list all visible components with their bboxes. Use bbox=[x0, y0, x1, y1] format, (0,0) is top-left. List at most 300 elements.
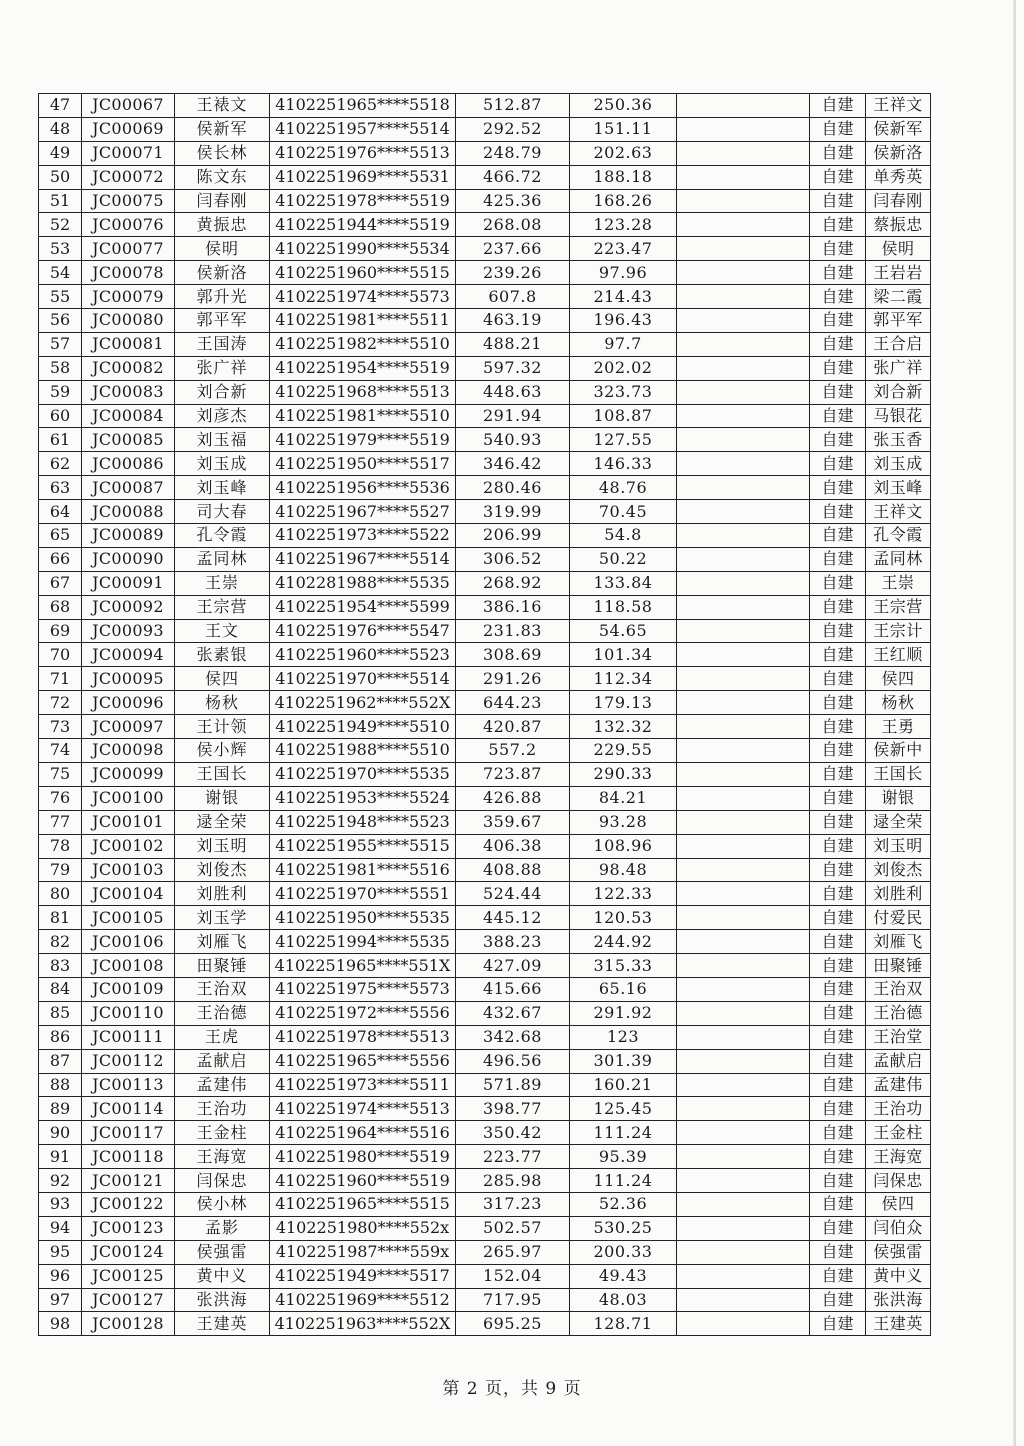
holder-name: 王祥文 bbox=[866, 500, 931, 524]
type-cell: 自建 bbox=[810, 1049, 866, 1073]
value-a: 717.95 bbox=[456, 1288, 570, 1312]
holder-name: 谢银 bbox=[866, 786, 931, 810]
value-b: 49.43 bbox=[570, 1264, 677, 1288]
holder-name: 孟建伟 bbox=[866, 1073, 931, 1097]
row-number: 47 bbox=[39, 94, 82, 118]
value-a: 285.98 bbox=[456, 1169, 570, 1193]
value-b: 84.21 bbox=[570, 786, 677, 810]
table-row bbox=[39, 94, 931, 118]
type-cell: 自建 bbox=[810, 261, 866, 285]
record-code: JC00075 bbox=[82, 189, 175, 213]
value-b: 108.96 bbox=[570, 834, 677, 858]
row-number: 70 bbox=[39, 643, 82, 667]
value-b: 50.22 bbox=[570, 547, 677, 571]
table-row bbox=[39, 1121, 931, 1145]
type-cell: 自建 bbox=[810, 213, 866, 237]
value-a: 425.36 bbox=[456, 189, 570, 213]
table-row bbox=[39, 500, 931, 524]
record-code: JC00093 bbox=[82, 619, 175, 643]
value-b: 48.76 bbox=[570, 476, 677, 500]
row-number: 75 bbox=[39, 762, 82, 786]
table-row bbox=[39, 1264, 931, 1288]
holder-name: 孔令霞 bbox=[866, 524, 931, 548]
row-number: 98 bbox=[39, 1312, 82, 1336]
person-name: 王文 bbox=[175, 619, 270, 643]
row-number: 97 bbox=[39, 1288, 82, 1312]
value-a: 557.2 bbox=[456, 739, 570, 763]
table-row bbox=[39, 285, 931, 309]
page-number: 第 2 页，共 9 页 bbox=[442, 1379, 582, 1399]
blank-cell bbox=[677, 356, 810, 380]
person-name: 王崇 bbox=[175, 571, 270, 595]
blank-cell bbox=[677, 1073, 810, 1097]
holder-name: 刘胜利 bbox=[866, 882, 931, 906]
value-a: 540.93 bbox=[456, 428, 570, 452]
table-row bbox=[39, 547, 931, 571]
id-number: 4102251990****5534 bbox=[270, 237, 456, 261]
value-a: 248.79 bbox=[456, 141, 570, 165]
value-b: 179.13 bbox=[570, 691, 677, 715]
id-number: 4102251953****5524 bbox=[270, 786, 456, 810]
value-b: 160.21 bbox=[570, 1073, 677, 1097]
row-number: 96 bbox=[39, 1264, 82, 1288]
holder-name: 刘合新 bbox=[866, 380, 931, 404]
blank-cell bbox=[677, 1001, 810, 1025]
person-name: 侯小林 bbox=[175, 1192, 270, 1216]
value-a: 512.87 bbox=[456, 94, 570, 118]
person-name: 刘玉学 bbox=[175, 906, 270, 930]
record-code: JC00106 bbox=[82, 930, 175, 954]
person-name: 孟建伟 bbox=[175, 1073, 270, 1097]
record-code: JC00121 bbox=[82, 1169, 175, 1193]
value-b: 93.28 bbox=[570, 810, 677, 834]
value-a: 406.38 bbox=[456, 834, 570, 858]
row-number: 57 bbox=[39, 332, 82, 356]
type-cell: 自建 bbox=[810, 667, 866, 691]
id-number: 4102251944****5519 bbox=[270, 213, 456, 237]
person-name: 刘胜利 bbox=[175, 882, 270, 906]
person-name: 田聚锤 bbox=[175, 954, 270, 978]
table-row bbox=[39, 1240, 931, 1264]
holder-name: 王国长 bbox=[866, 762, 931, 786]
person-name: 逯全荣 bbox=[175, 810, 270, 834]
row-number: 63 bbox=[39, 476, 82, 500]
record-code: JC00112 bbox=[82, 1049, 175, 1073]
blank-cell bbox=[677, 189, 810, 213]
person-name: 王国涛 bbox=[175, 332, 270, 356]
value-b: 54.8 bbox=[570, 524, 677, 548]
type-cell: 自建 bbox=[810, 1288, 866, 1312]
value-a: 317.23 bbox=[456, 1192, 570, 1216]
holder-name: 王治堂 bbox=[866, 1025, 931, 1049]
id-number: 4102251960****5523 bbox=[270, 643, 456, 667]
value-a: 319.99 bbox=[456, 500, 570, 524]
type-cell: 自建 bbox=[810, 117, 866, 141]
id-number: 4102251976****5513 bbox=[270, 141, 456, 165]
record-code: JC00072 bbox=[82, 165, 175, 189]
table-row bbox=[39, 1001, 931, 1025]
id-number: 4102251970****5535 bbox=[270, 762, 456, 786]
record-code: JC00117 bbox=[82, 1121, 175, 1145]
id-number: 4102251980****552x bbox=[270, 1216, 456, 1240]
record-code: JC00113 bbox=[82, 1073, 175, 1097]
value-a: 291.26 bbox=[456, 667, 570, 691]
type-cell: 自建 bbox=[810, 189, 866, 213]
id-number: 4102251968****5513 bbox=[270, 380, 456, 404]
value-a: 607.8 bbox=[456, 285, 570, 309]
holder-name: 王建英 bbox=[866, 1312, 931, 1336]
type-cell: 自建 bbox=[810, 691, 866, 715]
person-name: 黄中义 bbox=[175, 1264, 270, 1288]
row-number: 50 bbox=[39, 165, 82, 189]
type-cell: 自建 bbox=[810, 1073, 866, 1097]
value-a: 398.77 bbox=[456, 1097, 570, 1121]
table-row bbox=[39, 261, 931, 285]
id-number: 4102251954****5599 bbox=[270, 595, 456, 619]
value-a: 644.23 bbox=[456, 691, 570, 715]
type-cell: 自建 bbox=[810, 762, 866, 786]
value-a: 350.42 bbox=[456, 1121, 570, 1145]
person-name: 刘玉峰 bbox=[175, 476, 270, 500]
person-name: 王建英 bbox=[175, 1312, 270, 1336]
row-number: 92 bbox=[39, 1169, 82, 1193]
roster-table bbox=[38, 93, 931, 1336]
type-cell: 自建 bbox=[810, 547, 866, 571]
value-b: 214.43 bbox=[570, 285, 677, 309]
table-row bbox=[39, 213, 931, 237]
type-cell: 自建 bbox=[810, 1121, 866, 1145]
blank-cell bbox=[677, 643, 810, 667]
holder-name: 刘玉峰 bbox=[866, 476, 931, 500]
value-b: 188.18 bbox=[570, 165, 677, 189]
person-name: 杨秋 bbox=[175, 691, 270, 715]
id-number: 4102251976****5547 bbox=[270, 619, 456, 643]
holder-name: 黄中义 bbox=[866, 1264, 931, 1288]
value-b: 291.92 bbox=[570, 1001, 677, 1025]
type-cell: 自建 bbox=[810, 524, 866, 548]
table-row bbox=[39, 189, 931, 213]
record-code: JC00071 bbox=[82, 141, 175, 165]
holder-name: 逯全荣 bbox=[866, 810, 931, 834]
blank-cell bbox=[677, 285, 810, 309]
value-b: 202.63 bbox=[570, 141, 677, 165]
person-name: 谢银 bbox=[175, 786, 270, 810]
table-row bbox=[39, 1145, 931, 1169]
type-cell: 自建 bbox=[810, 1145, 866, 1169]
id-number: 4102251988****5510 bbox=[270, 739, 456, 763]
table-row bbox=[39, 428, 931, 452]
person-name: 王裱文 bbox=[175, 94, 270, 118]
type-cell: 自建 bbox=[810, 739, 866, 763]
record-code: JC00080 bbox=[82, 309, 175, 333]
value-a: 265.97 bbox=[456, 1240, 570, 1264]
blank-cell bbox=[677, 691, 810, 715]
value-a: 223.77 bbox=[456, 1145, 570, 1169]
holder-name: 孟献启 bbox=[866, 1049, 931, 1073]
value-a: 206.99 bbox=[456, 524, 570, 548]
value-a: 463.19 bbox=[456, 309, 570, 333]
person-name: 闫保忠 bbox=[175, 1169, 270, 1193]
record-code: JC00086 bbox=[82, 452, 175, 476]
table-row bbox=[39, 165, 931, 189]
blank-cell bbox=[677, 930, 810, 954]
id-number: 4102251967****5514 bbox=[270, 547, 456, 571]
value-b: 323.73 bbox=[570, 380, 677, 404]
blank-cell bbox=[677, 762, 810, 786]
person-name: 刘俊杰 bbox=[175, 858, 270, 882]
person-name: 黄振忠 bbox=[175, 213, 270, 237]
table-row bbox=[39, 1025, 931, 1049]
blank-cell bbox=[677, 1240, 810, 1264]
holder-name: 张玉香 bbox=[866, 428, 931, 452]
blank-cell bbox=[677, 141, 810, 165]
value-a: 524.44 bbox=[456, 882, 570, 906]
record-code: JC00081 bbox=[82, 332, 175, 356]
blank-cell bbox=[677, 261, 810, 285]
holder-name: 闫伯众 bbox=[866, 1216, 931, 1240]
person-name: 张素银 bbox=[175, 643, 270, 667]
blank-cell bbox=[677, 524, 810, 548]
record-code: JC00079 bbox=[82, 285, 175, 309]
row-number: 48 bbox=[39, 117, 82, 141]
holder-name: 王宗营 bbox=[866, 595, 931, 619]
table-row bbox=[39, 452, 931, 476]
type-cell: 自建 bbox=[810, 810, 866, 834]
table-row bbox=[39, 715, 931, 739]
record-code: JC00076 bbox=[82, 213, 175, 237]
type-cell: 自建 bbox=[810, 380, 866, 404]
id-number: 4102251972****5556 bbox=[270, 1001, 456, 1025]
row-number: 64 bbox=[39, 500, 82, 524]
table-row bbox=[39, 786, 931, 810]
table-row bbox=[39, 332, 931, 356]
id-number: 4102251957****5514 bbox=[270, 117, 456, 141]
id-number: 4102251948****5523 bbox=[270, 810, 456, 834]
table-row bbox=[39, 117, 931, 141]
value-a: 308.69 bbox=[456, 643, 570, 667]
table-row bbox=[39, 141, 931, 165]
record-code: JC00098 bbox=[82, 739, 175, 763]
holder-name: 王红顺 bbox=[866, 643, 931, 667]
value-a: 346.42 bbox=[456, 452, 570, 476]
type-cell: 自建 bbox=[810, 1001, 866, 1025]
record-code: JC00083 bbox=[82, 380, 175, 404]
table-row bbox=[39, 404, 931, 428]
id-number: 4102251949****5510 bbox=[270, 715, 456, 739]
row-number: 84 bbox=[39, 977, 82, 1001]
record-code: JC00091 bbox=[82, 571, 175, 595]
person-name: 侯四 bbox=[175, 667, 270, 691]
holder-name: 侯新中 bbox=[866, 739, 931, 763]
table-row bbox=[39, 1312, 931, 1336]
holder-name: 王勇 bbox=[866, 715, 931, 739]
id-number: 4102251974****5513 bbox=[270, 1097, 456, 1121]
value-a: 496.56 bbox=[456, 1049, 570, 1073]
value-b: 52.36 bbox=[570, 1192, 677, 1216]
id-number: 4102251950****5517 bbox=[270, 452, 456, 476]
record-code: JC00099 bbox=[82, 762, 175, 786]
person-name: 侯新军 bbox=[175, 117, 270, 141]
record-code: JC00103 bbox=[82, 858, 175, 882]
row-number: 86 bbox=[39, 1025, 82, 1049]
value-a: 291.94 bbox=[456, 404, 570, 428]
record-code: JC00094 bbox=[82, 643, 175, 667]
record-code: JC00111 bbox=[82, 1025, 175, 1049]
blank-cell bbox=[677, 739, 810, 763]
value-b: 146.33 bbox=[570, 452, 677, 476]
row-number: 95 bbox=[39, 1240, 82, 1264]
type-cell: 自建 bbox=[810, 595, 866, 619]
value-b: 530.25 bbox=[570, 1216, 677, 1240]
id-number: 4102251969****5531 bbox=[270, 165, 456, 189]
blank-cell bbox=[677, 404, 810, 428]
value-a: 268.08 bbox=[456, 213, 570, 237]
id-number: 4102251969****5512 bbox=[270, 1288, 456, 1312]
type-cell: 自建 bbox=[810, 977, 866, 1001]
type-cell: 自建 bbox=[810, 1264, 866, 1288]
holder-name: 王海宽 bbox=[866, 1145, 931, 1169]
row-number: 93 bbox=[39, 1192, 82, 1216]
record-code: JC00088 bbox=[82, 500, 175, 524]
blank-cell bbox=[677, 165, 810, 189]
id-number: 4102251964****5516 bbox=[270, 1121, 456, 1145]
record-code: JC00114 bbox=[82, 1097, 175, 1121]
row-number: 83 bbox=[39, 954, 82, 978]
id-number: 4102251970****5551 bbox=[270, 882, 456, 906]
id-number: 4102251962****552X bbox=[270, 691, 456, 715]
record-code: JC00096 bbox=[82, 691, 175, 715]
value-b: 70.45 bbox=[570, 500, 677, 524]
holder-name: 王岩岩 bbox=[866, 261, 931, 285]
holder-name: 王宗计 bbox=[866, 619, 931, 643]
person-name: 侯强雷 bbox=[175, 1240, 270, 1264]
blank-cell bbox=[677, 117, 810, 141]
record-code: JC00092 bbox=[82, 595, 175, 619]
blank-cell bbox=[677, 1025, 810, 1049]
person-name: 郭升光 bbox=[175, 285, 270, 309]
table-row bbox=[39, 476, 931, 500]
table-row bbox=[39, 930, 931, 954]
value-b: 48.03 bbox=[570, 1288, 677, 1312]
table-row bbox=[39, 619, 931, 643]
person-name: 王计领 bbox=[175, 715, 270, 739]
type-cell: 自建 bbox=[810, 332, 866, 356]
person-name: 王金柱 bbox=[175, 1121, 270, 1145]
row-number: 69 bbox=[39, 619, 82, 643]
holder-name: 梁二霞 bbox=[866, 285, 931, 309]
type-cell: 自建 bbox=[810, 571, 866, 595]
type-cell: 自建 bbox=[810, 1169, 866, 1193]
table-row bbox=[39, 1216, 931, 1240]
blank-cell bbox=[677, 1121, 810, 1145]
holder-name: 孟同林 bbox=[866, 547, 931, 571]
record-code: JC00078 bbox=[82, 261, 175, 285]
value-a: 231.83 bbox=[456, 619, 570, 643]
value-b: 202.02 bbox=[570, 356, 677, 380]
id-number: 4102251970****5514 bbox=[270, 667, 456, 691]
type-cell: 自建 bbox=[810, 141, 866, 165]
value-b: 54.65 bbox=[570, 619, 677, 643]
blank-cell bbox=[677, 834, 810, 858]
blank-cell bbox=[677, 213, 810, 237]
id-number: 4102251978****5513 bbox=[270, 1025, 456, 1049]
table-row bbox=[39, 1192, 931, 1216]
type-cell: 自建 bbox=[810, 882, 866, 906]
person-name: 刘合新 bbox=[175, 380, 270, 404]
value-a: 427.09 bbox=[456, 954, 570, 978]
holder-name: 张广祥 bbox=[866, 356, 931, 380]
row-number: 71 bbox=[39, 667, 82, 691]
table-row bbox=[39, 906, 931, 930]
row-number: 59 bbox=[39, 380, 82, 404]
type-cell: 自建 bbox=[810, 1240, 866, 1264]
table-row bbox=[39, 309, 931, 333]
holder-name: 杨秋 bbox=[866, 691, 931, 715]
row-number: 81 bbox=[39, 906, 82, 930]
row-number: 56 bbox=[39, 309, 82, 333]
row-number: 80 bbox=[39, 882, 82, 906]
id-number: 4102251979****5519 bbox=[270, 428, 456, 452]
blank-cell bbox=[677, 500, 810, 524]
blank-cell bbox=[677, 906, 810, 930]
id-number: 4102251965****5556 bbox=[270, 1049, 456, 1073]
person-name: 郭平军 bbox=[175, 309, 270, 333]
type-cell: 自建 bbox=[810, 500, 866, 524]
type-cell: 自建 bbox=[810, 428, 866, 452]
blank-cell bbox=[677, 1312, 810, 1336]
id-number: 4102251954****5519 bbox=[270, 356, 456, 380]
person-name: 侯新洛 bbox=[175, 261, 270, 285]
row-number: 77 bbox=[39, 810, 82, 834]
row-number: 73 bbox=[39, 715, 82, 739]
type-cell: 自建 bbox=[810, 834, 866, 858]
person-name: 刘玉成 bbox=[175, 452, 270, 476]
record-code: JC00095 bbox=[82, 667, 175, 691]
value-b: 118.58 bbox=[570, 595, 677, 619]
person-name: 王海宽 bbox=[175, 1145, 270, 1169]
id-number: 4102251980****5519 bbox=[270, 1145, 456, 1169]
id-number: 4102251973****5522 bbox=[270, 524, 456, 548]
row-number: 82 bbox=[39, 930, 82, 954]
id-number: 4102251950****5535 bbox=[270, 906, 456, 930]
record-code: JC00082 bbox=[82, 356, 175, 380]
record-code: JC00067 bbox=[82, 94, 175, 118]
id-number: 4102281988****5535 bbox=[270, 571, 456, 595]
holder-name: 蔡振忠 bbox=[866, 213, 931, 237]
id-number: 4102251987****559x bbox=[270, 1240, 456, 1264]
value-a: 415.66 bbox=[456, 977, 570, 1001]
person-name: 王治双 bbox=[175, 977, 270, 1001]
row-number: 85 bbox=[39, 1001, 82, 1025]
value-a: 386.16 bbox=[456, 595, 570, 619]
holder-name: 张洪海 bbox=[866, 1288, 931, 1312]
row-number: 78 bbox=[39, 834, 82, 858]
table-row bbox=[39, 237, 931, 261]
value-b: 97.7 bbox=[570, 332, 677, 356]
holder-name: 侯强雷 bbox=[866, 1240, 931, 1264]
row-number: 51 bbox=[39, 189, 82, 213]
value-b: 97.96 bbox=[570, 261, 677, 285]
value-a: 723.87 bbox=[456, 762, 570, 786]
holder-name: 王治德 bbox=[866, 1001, 931, 1025]
table-row bbox=[39, 954, 931, 978]
table-row bbox=[39, 356, 931, 380]
record-code: JC00087 bbox=[82, 476, 175, 500]
value-b: 132.32 bbox=[570, 715, 677, 739]
value-b: 244.92 bbox=[570, 930, 677, 954]
value-a: 432.67 bbox=[456, 1001, 570, 1025]
record-code: JC00104 bbox=[82, 882, 175, 906]
